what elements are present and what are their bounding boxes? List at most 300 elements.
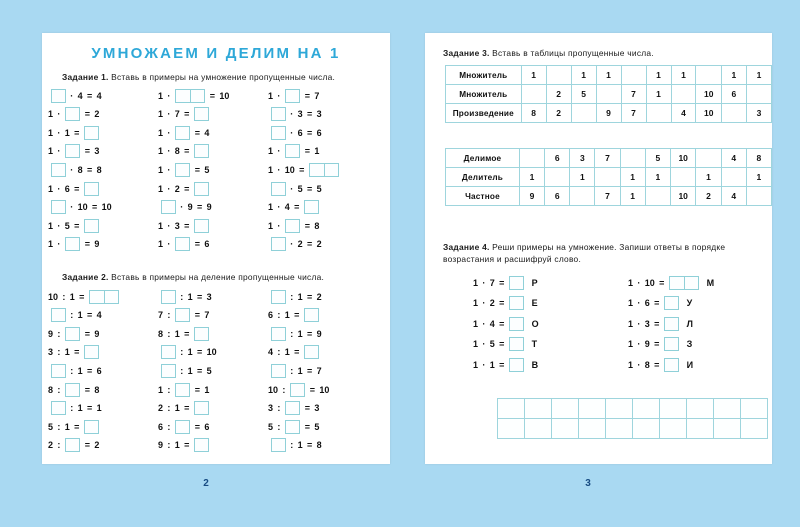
- answer-box[interactable]: [271, 107, 286, 121]
- expr-token: =: [84, 109, 91, 120]
- table-cell-value[interactable]: 8: [746, 149, 771, 168]
- expr-token: 1: [473, 339, 479, 349]
- task1-expr-row: [268, 200, 322, 215]
- expr-token: ·: [167, 164, 171, 175]
- table-cell-empty[interactable]: [621, 66, 646, 85]
- expr-token: ·: [277, 90, 281, 101]
- task1-expr-row: [268, 162, 342, 177]
- task2-expr-row: [48, 289, 122, 304]
- expr-token: ·: [180, 202, 184, 213]
- answer-box[interactable]: [285, 144, 300, 158]
- expr-token: 1: [48, 146, 54, 157]
- task2-expr-row: [158, 401, 212, 416]
- answer-grid-cell[interactable]: [660, 399, 687, 419]
- expr-token: :: [167, 328, 171, 339]
- expr-token: 1: [48, 183, 54, 194]
- table-cell-value[interactable]: 1: [746, 168, 771, 187]
- answer-grid-cell[interactable]: [525, 419, 552, 439]
- answer-grid-cell[interactable]: [741, 399, 768, 419]
- table-cell-value[interactable]: 1: [570, 168, 595, 187]
- table-cell-value[interactable]: 4: [721, 149, 746, 168]
- table-cell-value[interactable]: 1: [646, 85, 671, 104]
- expr-token: 1: [158, 183, 164, 194]
- task2-expr-row: [48, 326, 102, 341]
- table-cell-empty[interactable]: [670, 168, 696, 187]
- expr-token: 6: [96, 365, 102, 376]
- expr-token: 2: [48, 440, 54, 451]
- expr-token: ·: [57, 127, 61, 138]
- answer-box[interactable]: [509, 317, 524, 331]
- answer-box[interactable]: [161, 290, 176, 304]
- table-cell-empty[interactable]: [696, 149, 721, 168]
- task2-expr-row: [268, 289, 324, 304]
- task2-expr-row: [48, 438, 102, 453]
- page-number-left: 2: [203, 478, 209, 489]
- table-cell-value[interactable]: 7: [621, 85, 646, 104]
- answer-box[interactable]: [271, 438, 286, 452]
- answer-box[interactable]: [194, 219, 209, 233]
- page-number-right: 3: [585, 478, 591, 489]
- expr-token: 1: [158, 220, 164, 231]
- table-cell-value[interactable]: 2: [546, 85, 571, 104]
- answer-box[interactable]: [161, 364, 176, 378]
- table-cell-value[interactable]: 6: [545, 187, 570, 206]
- expr-token: 10: [644, 277, 655, 288]
- answer-box[interactable]: [84, 219, 99, 233]
- answer-box[interactable]: [51, 163, 66, 177]
- expr-token: 1: [297, 291, 303, 302]
- answer-grid-row: [498, 419, 768, 439]
- task1-expr-row: [268, 237, 324, 252]
- answer-box[interactable]: [194, 327, 209, 341]
- answer-box[interactable]: [664, 296, 679, 310]
- answer-box[interactable]: [271, 126, 286, 140]
- cipher-letter: Т: [531, 339, 538, 349]
- answer-box[interactable]: [51, 89, 66, 103]
- task3-instruction: [443, 47, 759, 59]
- expr-token: :: [167, 403, 171, 414]
- task2-expr-row: [268, 308, 322, 323]
- table-cell-value[interactable]: 7: [595, 149, 620, 168]
- answer-grid-cell[interactable]: [687, 399, 714, 419]
- cipher-letter: И: [686, 359, 694, 370]
- expr-token: 9: [644, 339, 650, 349]
- answer-box[interactable]: [271, 182, 286, 196]
- answer-grid-cell[interactable]: [687, 419, 714, 439]
- answer-grid-cell[interactable]: [633, 399, 660, 419]
- answer-grid-cell[interactable]: [714, 399, 741, 419]
- task1-expr-row: [158, 88, 232, 103]
- table-cell-value[interactable]: 9: [519, 187, 544, 206]
- answer-box[interactable]: [65, 383, 80, 397]
- expr-token: =: [499, 298, 505, 308]
- answer-box[interactable]: [290, 383, 305, 397]
- table-cell-empty[interactable]: [546, 66, 571, 85]
- table-cell-value[interactable]: 7: [621, 104, 646, 123]
- expr-token: :: [57, 421, 61, 432]
- task3-text: Вставь в таблицы пропущенные числа.: [492, 48, 654, 58]
- answer-box[interactable]: [89, 290, 119, 304]
- task1-expr-row: [158, 218, 212, 233]
- answer-box[interactable]: [664, 337, 679, 351]
- table-cell-empty[interactable]: [746, 85, 771, 104]
- answer-box[interactable]: [175, 163, 190, 177]
- table-cell-value[interactable]: 5: [571, 85, 596, 104]
- expr-token: 1: [48, 220, 54, 231]
- expr-token: 10: [77, 202, 88, 213]
- expr-token: 1: [284, 310, 290, 321]
- expr-token: :: [282, 384, 286, 395]
- task1-expr-row: [268, 218, 322, 233]
- expr-token: ·: [70, 90, 74, 101]
- table-cell-empty[interactable]: [521, 85, 546, 104]
- expr-token: 1: [473, 277, 479, 288]
- answer-box[interactable]: [175, 308, 190, 322]
- answer-box[interactable]: [664, 358, 679, 372]
- table-cell-value[interactable]: 6: [721, 85, 746, 104]
- answer-box[interactable]: [161, 345, 176, 359]
- answer-box[interactable]: [271, 290, 286, 304]
- answer-box[interactable]: [84, 182, 99, 196]
- expr-token: ·: [290, 239, 294, 250]
- task2-expr-row: [48, 345, 102, 360]
- answer-box[interactable]: [194, 438, 209, 452]
- answer-grid-cell[interactable]: [525, 399, 552, 419]
- expr-token: =: [86, 365, 93, 376]
- task1-expr-row: [268, 181, 324, 196]
- table-cell-value[interactable]: 5: [645, 149, 670, 168]
- expr-token: 8: [158, 328, 164, 339]
- table-cell-empty[interactable]: [545, 168, 570, 187]
- answer-box[interactable]: [669, 276, 699, 290]
- answer-box[interactable]: [84, 126, 99, 140]
- task2-expr-row: [158, 345, 219, 360]
- expr-token: 7: [174, 109, 180, 120]
- expr-token: 9: [48, 328, 54, 339]
- answer-box[interactable]: [51, 401, 66, 415]
- answer-box[interactable]: [65, 237, 80, 251]
- table-cell-value[interactable]: 1: [721, 66, 746, 85]
- table-cell-value[interactable]: 1: [696, 168, 721, 187]
- task3-label: Задание 3.: [443, 48, 490, 58]
- table-cell-value[interactable]: 1: [645, 168, 670, 187]
- table-cell-value[interactable]: 10: [696, 85, 721, 104]
- expr-token: :: [57, 440, 61, 451]
- expr-token: 1: [268, 220, 274, 231]
- table-cell-value[interactable]: 4: [671, 104, 696, 123]
- right-page: [425, 33, 772, 464]
- answer-box[interactable]: [304, 308, 319, 322]
- expr-token: 1: [473, 359, 479, 370]
- table-cell-empty[interactable]: [571, 104, 596, 123]
- answer-box[interactable]: [65, 107, 80, 121]
- answer-grid-cell[interactable]: [552, 419, 579, 439]
- division-table: [445, 148, 772, 206]
- answer-grid-cell[interactable]: [498, 419, 525, 439]
- task4-expr-row: [473, 296, 538, 311]
- answer-box[interactable]: [285, 89, 300, 103]
- answer-box[interactable]: [664, 317, 679, 331]
- table-cell-value[interactable]: 1: [571, 66, 596, 85]
- expr-token: ·: [290, 109, 294, 120]
- expr-token: 3: [94, 146, 100, 157]
- expr-token: :: [277, 403, 281, 414]
- table-cell-value[interactable]: 1: [620, 168, 645, 187]
- expr-token: 8: [94, 384, 100, 395]
- answer-box[interactable]: [509, 296, 524, 310]
- expr-token: ·: [637, 339, 641, 349]
- expr-token: =: [306, 109, 313, 120]
- expr-token: 6: [158, 421, 164, 432]
- answer-grid-cell[interactable]: [579, 419, 606, 439]
- answer-grid-cell[interactable]: [579, 399, 606, 419]
- expr-token: 3: [206, 291, 212, 302]
- answer-box[interactable]: [271, 237, 286, 251]
- expr-token: 7: [204, 310, 210, 321]
- table-cell-empty[interactable]: [646, 104, 671, 123]
- task1-text: Вставь в примеры на умножение пропущенные числа.: [111, 72, 336, 82]
- expr-token: 5: [204, 164, 210, 175]
- answer-box[interactable]: [285, 420, 300, 434]
- task2-expr-row: [268, 363, 324, 378]
- table-cell-value[interactable]: 2: [546, 104, 571, 123]
- expr-token: ·: [57, 239, 61, 250]
- expr-token: ·: [70, 202, 74, 213]
- expr-token: =: [84, 384, 91, 395]
- table-cell-value[interactable]: 8: [521, 104, 546, 123]
- answer-box[interactable]: [271, 327, 286, 341]
- task1-label: Задание 1.: [62, 72, 109, 82]
- answer-box[interactable]: [51, 364, 66, 378]
- task2-expr-row: [48, 419, 102, 434]
- answer-grid-cell[interactable]: [606, 419, 633, 439]
- answer-box[interactable]: [175, 126, 190, 140]
- answer-box[interactable]: [304, 200, 319, 214]
- answer-grid-cell[interactable]: [741, 419, 768, 439]
- task1-expr-row: [158, 107, 212, 122]
- table-cell-empty[interactable]: [596, 85, 621, 104]
- task1-instruction: [62, 71, 374, 83]
- answer-grid-cell[interactable]: [552, 399, 579, 419]
- expr-token: 1: [96, 403, 102, 414]
- expr-token: ·: [277, 202, 281, 213]
- expr-token: 1: [268, 90, 274, 101]
- expr-token: ·: [277, 146, 281, 157]
- table-cell-empty[interactable]: [570, 187, 595, 206]
- expr-token: :: [57, 328, 61, 339]
- answer-box[interactable]: [51, 308, 66, 322]
- expr-token: 7: [158, 310, 164, 321]
- table-cell-value[interactable]: 1: [646, 66, 671, 85]
- answer-grid-cell[interactable]: [606, 399, 633, 419]
- table-cell-empty[interactable]: [620, 149, 645, 168]
- task1-expr-row: [268, 107, 324, 122]
- expr-token: =: [294, 310, 300, 321]
- expr-token: =: [654, 339, 660, 349]
- table-cell-value[interactable]: 10: [670, 149, 696, 168]
- table-cell-value[interactable]: 6: [545, 149, 570, 168]
- answer-box[interactable]: [509, 358, 524, 372]
- expr-token: ·: [57, 146, 61, 157]
- expr-token: =: [499, 318, 505, 329]
- table-cell-value[interactable]: 10: [670, 187, 696, 206]
- expr-token: 2: [158, 403, 164, 414]
- expr-token: 3: [314, 403, 320, 414]
- table-row: [446, 66, 772, 85]
- expr-token: 5: [64, 220, 70, 231]
- expr-token: :: [290, 291, 294, 302]
- answer-box[interactable]: [65, 327, 80, 341]
- expr-token: 6: [644, 298, 650, 308]
- expr-token: 1: [297, 440, 303, 451]
- table-cell-value[interactable]: 4: [721, 187, 746, 206]
- table-cell-value[interactable]: 1: [620, 187, 645, 206]
- answer-grid-cell[interactable]: [660, 419, 687, 439]
- task2-expr-row: [268, 401, 322, 416]
- answer-box[interactable]: [285, 219, 300, 233]
- answer-grid-cell[interactable]: [633, 419, 660, 439]
- expr-token: =: [84, 239, 91, 250]
- expr-token: =: [294, 202, 300, 213]
- task1-expr-row: [158, 181, 212, 196]
- answer-box[interactable]: [509, 276, 524, 290]
- table-row-label: Частное: [446, 187, 520, 206]
- expr-token: :: [167, 310, 171, 321]
- answer-box[interactable]: [84, 420, 99, 434]
- expr-token: 7: [314, 90, 320, 101]
- expr-token: ·: [167, 146, 171, 157]
- expr-token: =: [86, 310, 93, 321]
- task2-expr-row: [158, 289, 214, 304]
- task1-expr-row: [48, 107, 102, 122]
- answer-box[interactable]: [175, 383, 190, 397]
- answer-box[interactable]: [175, 237, 190, 251]
- answer-box[interactable]: [304, 345, 319, 359]
- expr-token: 6: [268, 310, 274, 321]
- table-cell-value[interactable]: 2: [696, 187, 721, 206]
- answer-box[interactable]: [175, 89, 205, 103]
- expr-token: ·: [482, 277, 486, 288]
- answer-box[interactable]: [271, 364, 286, 378]
- answer-box[interactable]: [84, 345, 99, 359]
- answer-box[interactable]: [194, 182, 209, 196]
- expr-token: 1: [489, 359, 495, 370]
- table-cell-value[interactable]: 9: [596, 104, 621, 123]
- answer-box[interactable]: [285, 401, 300, 415]
- expr-token: :: [277, 421, 281, 432]
- answer-grid-cell[interactable]: [714, 419, 741, 439]
- expr-token: :: [57, 384, 61, 395]
- answer-box[interactable]: [194, 401, 209, 415]
- expr-token: 1: [174, 328, 180, 339]
- table-cell-value[interactable]: 7: [595, 187, 620, 206]
- cipher-letter: Е: [531, 298, 538, 308]
- task1-expr-row: [158, 144, 212, 159]
- table-cell-empty[interactable]: [645, 187, 670, 206]
- expr-token: =: [196, 291, 203, 302]
- answer-box[interactable]: [194, 107, 209, 121]
- expr-token: =: [194, 127, 201, 138]
- task2-expr-row: [268, 326, 324, 341]
- task1-expr-row: [48, 237, 102, 252]
- expr-token: 1: [64, 127, 70, 138]
- task4-label: Задание 4.: [443, 242, 490, 252]
- answer-box[interactable]: [65, 438, 80, 452]
- expr-token: 5: [48, 421, 54, 432]
- table-cell-empty[interactable]: [696, 66, 721, 85]
- answer-box[interactable]: [175, 420, 190, 434]
- table-cell-empty[interactable]: [519, 149, 544, 168]
- expr-token: 1: [158, 239, 164, 250]
- cipher-letter: Р: [531, 277, 538, 288]
- table-cell-empty[interactable]: [671, 85, 696, 104]
- table-cell-value[interactable]: 1: [746, 66, 771, 85]
- table-cell-empty[interactable]: [721, 104, 746, 123]
- expr-token: 10: [101, 202, 112, 213]
- expr-token: 1: [628, 339, 634, 349]
- expr-token: 1: [284, 347, 290, 358]
- cipher-letter: В: [531, 359, 539, 370]
- answer-box[interactable]: [161, 200, 176, 214]
- expr-token: 1: [158, 109, 164, 120]
- table-cell-value[interactable]: 3: [570, 149, 595, 168]
- expr-token: 1: [174, 403, 180, 414]
- expr-token: 3: [297, 109, 303, 120]
- task1-expr-row: [268, 88, 322, 103]
- table-cell-empty[interactable]: [721, 168, 746, 187]
- expr-token: 1: [77, 365, 83, 376]
- expr-token: =: [299, 164, 305, 175]
- expr-token: =: [184, 403, 190, 414]
- answer-grid-cell[interactable]: [498, 399, 525, 419]
- task4-expr-row: [628, 275, 714, 290]
- answer-box[interactable]: [194, 144, 209, 158]
- answer-box[interactable]: [51, 200, 66, 214]
- task1-expr-row: [48, 162, 104, 177]
- expr-token: =: [84, 440, 91, 451]
- table-cell-value[interactable]: 1: [671, 66, 696, 85]
- expr-token: =: [74, 347, 80, 358]
- table-cell-value[interactable]: 1: [519, 168, 544, 187]
- table-cell-empty[interactable]: [595, 168, 620, 187]
- expr-token: 1: [187, 365, 193, 376]
- task2-expr-row: [158, 438, 212, 453]
- answer-box[interactable]: [309, 163, 339, 177]
- task2-expr-row: [48, 363, 104, 378]
- expr-token: ·: [482, 359, 486, 370]
- expr-token: =: [294, 347, 300, 358]
- task1-expr-row: [48, 125, 102, 140]
- left-page: [42, 33, 390, 464]
- answer-box[interactable]: [509, 337, 524, 351]
- expr-token: :: [62, 291, 66, 302]
- task2-expr-row: [268, 438, 324, 453]
- table-cell-value[interactable]: 3: [746, 104, 771, 123]
- table-cell-empty[interactable]: [746, 187, 771, 206]
- expr-token: =: [306, 291, 313, 302]
- expr-token: =: [74, 183, 80, 194]
- table-cell-value[interactable]: 10: [696, 104, 721, 123]
- expr-token: 10: [268, 384, 279, 395]
- expr-token: 5: [206, 365, 212, 376]
- expr-token: ·: [290, 183, 294, 194]
- table-cell-value[interactable]: 1: [596, 66, 621, 85]
- table-cell-value[interactable]: 1: [521, 66, 546, 85]
- expr-token: 1: [473, 318, 479, 329]
- task4-expr-row: [473, 316, 539, 331]
- answer-box[interactable]: [65, 144, 80, 158]
- expr-token: =: [304, 421, 311, 432]
